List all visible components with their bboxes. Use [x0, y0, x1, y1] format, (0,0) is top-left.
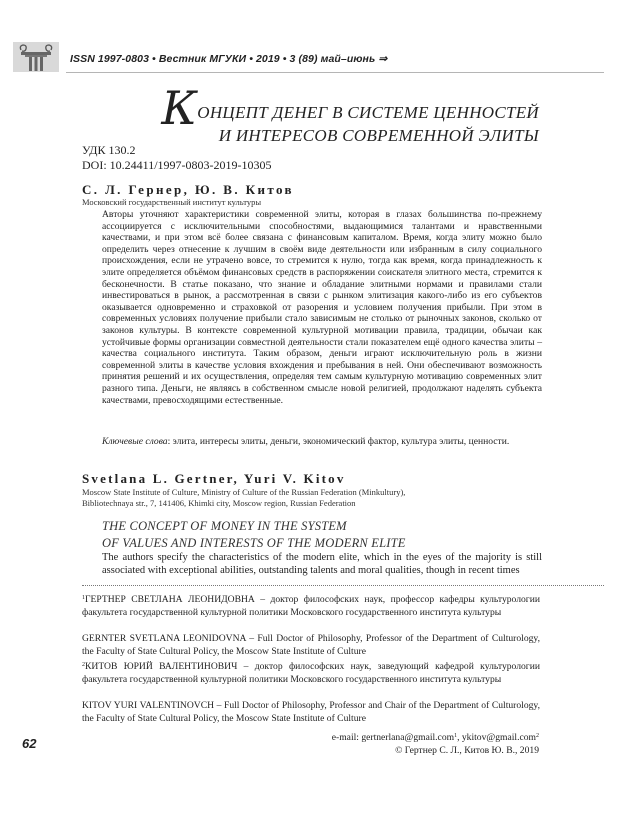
email-1[interactable]: e-mail: gertnerlana@gmail.com [331, 732, 455, 743]
abstract-en: The authors specify the characteristics of the modern elite, which in the eyes of the majority is still associated with exceptional abilities, outstanding talents and moral qualities, though in recent times [102, 552, 542, 576]
affiliation-en-line-2: Bibliotechnaya str., 7, 141406, Khimki city, Moscow region, Russian Federation [82, 497, 356, 508]
email-1-marker: 1 [454, 733, 458, 739]
footnote-2-en [82, 699, 540, 726]
keywords-list: : элита, интересы элиты, деньги, экономический фактор, культура элиты, ценности. [167, 436, 510, 447]
authors-en: Svetlana L. Gertner, Yuri V. Kitov [82, 471, 346, 486]
journal-header [0, 42, 617, 76]
article-title [161, 81, 539, 147]
contact-emails [332, 730, 539, 757]
column-capital-logo-icon [13, 42, 59, 72]
email-2[interactable]: , ykitov@gmail.com [457, 732, 536, 743]
footnote-1-ru [82, 592, 540, 620]
article-title-en [102, 518, 406, 552]
footnote-marker: 1 [82, 595, 85, 601]
copyright: © Гертнер С. Л., Китов Ю. В., 2019 [395, 744, 539, 756]
udk-code: УДК 130.2 [82, 143, 136, 157]
footnote-text: KITOV YURI VALENTINOVCH – Full Doctor of Philosophy, Professor and Chair of the Department of Culturology, the Faculty of State Cultural Policy, the Moscow State Institute of Culture [82, 700, 540, 725]
footnote-text: ГЕРТНЕР СВЕТЛАНА ЛЕОНИДОВНА – доктор философских наук, профессор кафедры культурологии факультета государственной культурной политики Московского государственного института культуры [82, 594, 540, 619]
journal-issue-line: ISSN 1997-0803 • Вестник МГУКИ • 2019 • 3 (89) май–июнь ⇒ [70, 53, 388, 65]
title-line-1: ОНЦЕПТ ДЕНЕГ В СИСТЕМЕ ЦЕННОСТЕЙ [197, 103, 539, 122]
footnote-marker: 2 [82, 662, 85, 668]
footnote-text: КИТОВ ЮРИЙ ВАЛЕНТИНОВИЧ – доктор философских наук, заведующий кафедрой культурологии факультета государственной культурной политики Московского государственного института культуры [82, 661, 540, 686]
page-number: 62 [22, 736, 37, 751]
footnote-separator [82, 585, 604, 586]
keywords-ru [102, 436, 542, 448]
footnote-1-en [82, 632, 540, 659]
abstract-ru: Авторы уточняют характеристики современной элиты, которая в глазах большинства по-прежнему ассоциируется с исключительными способностями, выдающимися талантами и нравственными качествами, и при этом всё более связана с финансовым капиталом. Время, когда элиту можно было определить через отнесение к лучшим в своём виде деятельности или избранным в силу социального происхождения, если не утрачено вовсе, то стремится к нулю, тогда как время, когда принадлежность к элите определяется объёмом финансовых средств в распоряжении соискателя элитного места, стремится к бесконечности. В статье показано, что знание и обладание элитными нормами и правилами стали инвестироваться в рынок, а рассмотренная в связи с рынком элитизация какого-либо из его субъектов оказывается одновременно и страховкой от разорения и условием получения прибыли. При этом в современных условиях получение прибыли стало зависимым не столько от рыночных законов, сколько от законов культуры. В контексте современной культурной мотивации правила, традиции, обычаи как устойчивые формы организации совместной деятельности стали показателем ещё одного качества элиты – качества социального института. Таким образом, деньги играют исключительную роль в жизни современной элиты в качестве условия вхождения и пребывания в ней. Они обеспечивают возможность принятия решений и их осуществления, определяя тем самым культурную мотивацию современных элит разного типа. Деньги, не являясь в собственном смысле новой религией, продолжают наделять субъекта качествами, превосходящими естественные. [102, 209, 542, 406]
article-meta [82, 143, 272, 173]
header-rule [66, 72, 604, 73]
title-drop-cap: К [161, 81, 198, 135]
footnote-text: GERNTER SVETLANA LEONIDOVNA – Full Doctor of Philosophy, Professor of the Department of Culturology, the Faculty of State Cultural Policy, the Moscow State Institute of Culture [82, 633, 540, 658]
footnote-2-ru [82, 659, 540, 687]
affiliation-ru: Московский государственный институт культуры [82, 197, 262, 207]
affiliation-en [82, 487, 552, 508]
affiliation-en-line-1: Moscow State Institute of Culture, Ministry of Culture of the Russian Federation (Minkultury), [82, 487, 406, 497]
title-en-line-2: OF VALUES AND INTERESTS OF THE MODERN ELITE [102, 536, 406, 550]
email-2-marker: 2 [536, 733, 539, 739]
title-en-line-1: THE CONCEPT OF MONEY IN THE SYSTEM [102, 519, 347, 533]
authors-ru: С. Л. Гернер, Ю. В. Китов [82, 182, 294, 197]
doi: DOI: 10.24411/1997-0803-2019-10305 [82, 158, 272, 172]
title-line-2: И ИНТЕРЕСОВ СОВРЕМЕННОЙ ЭЛИТЫ [218, 126, 539, 145]
keywords-label: Ключевые слова [102, 436, 168, 447]
